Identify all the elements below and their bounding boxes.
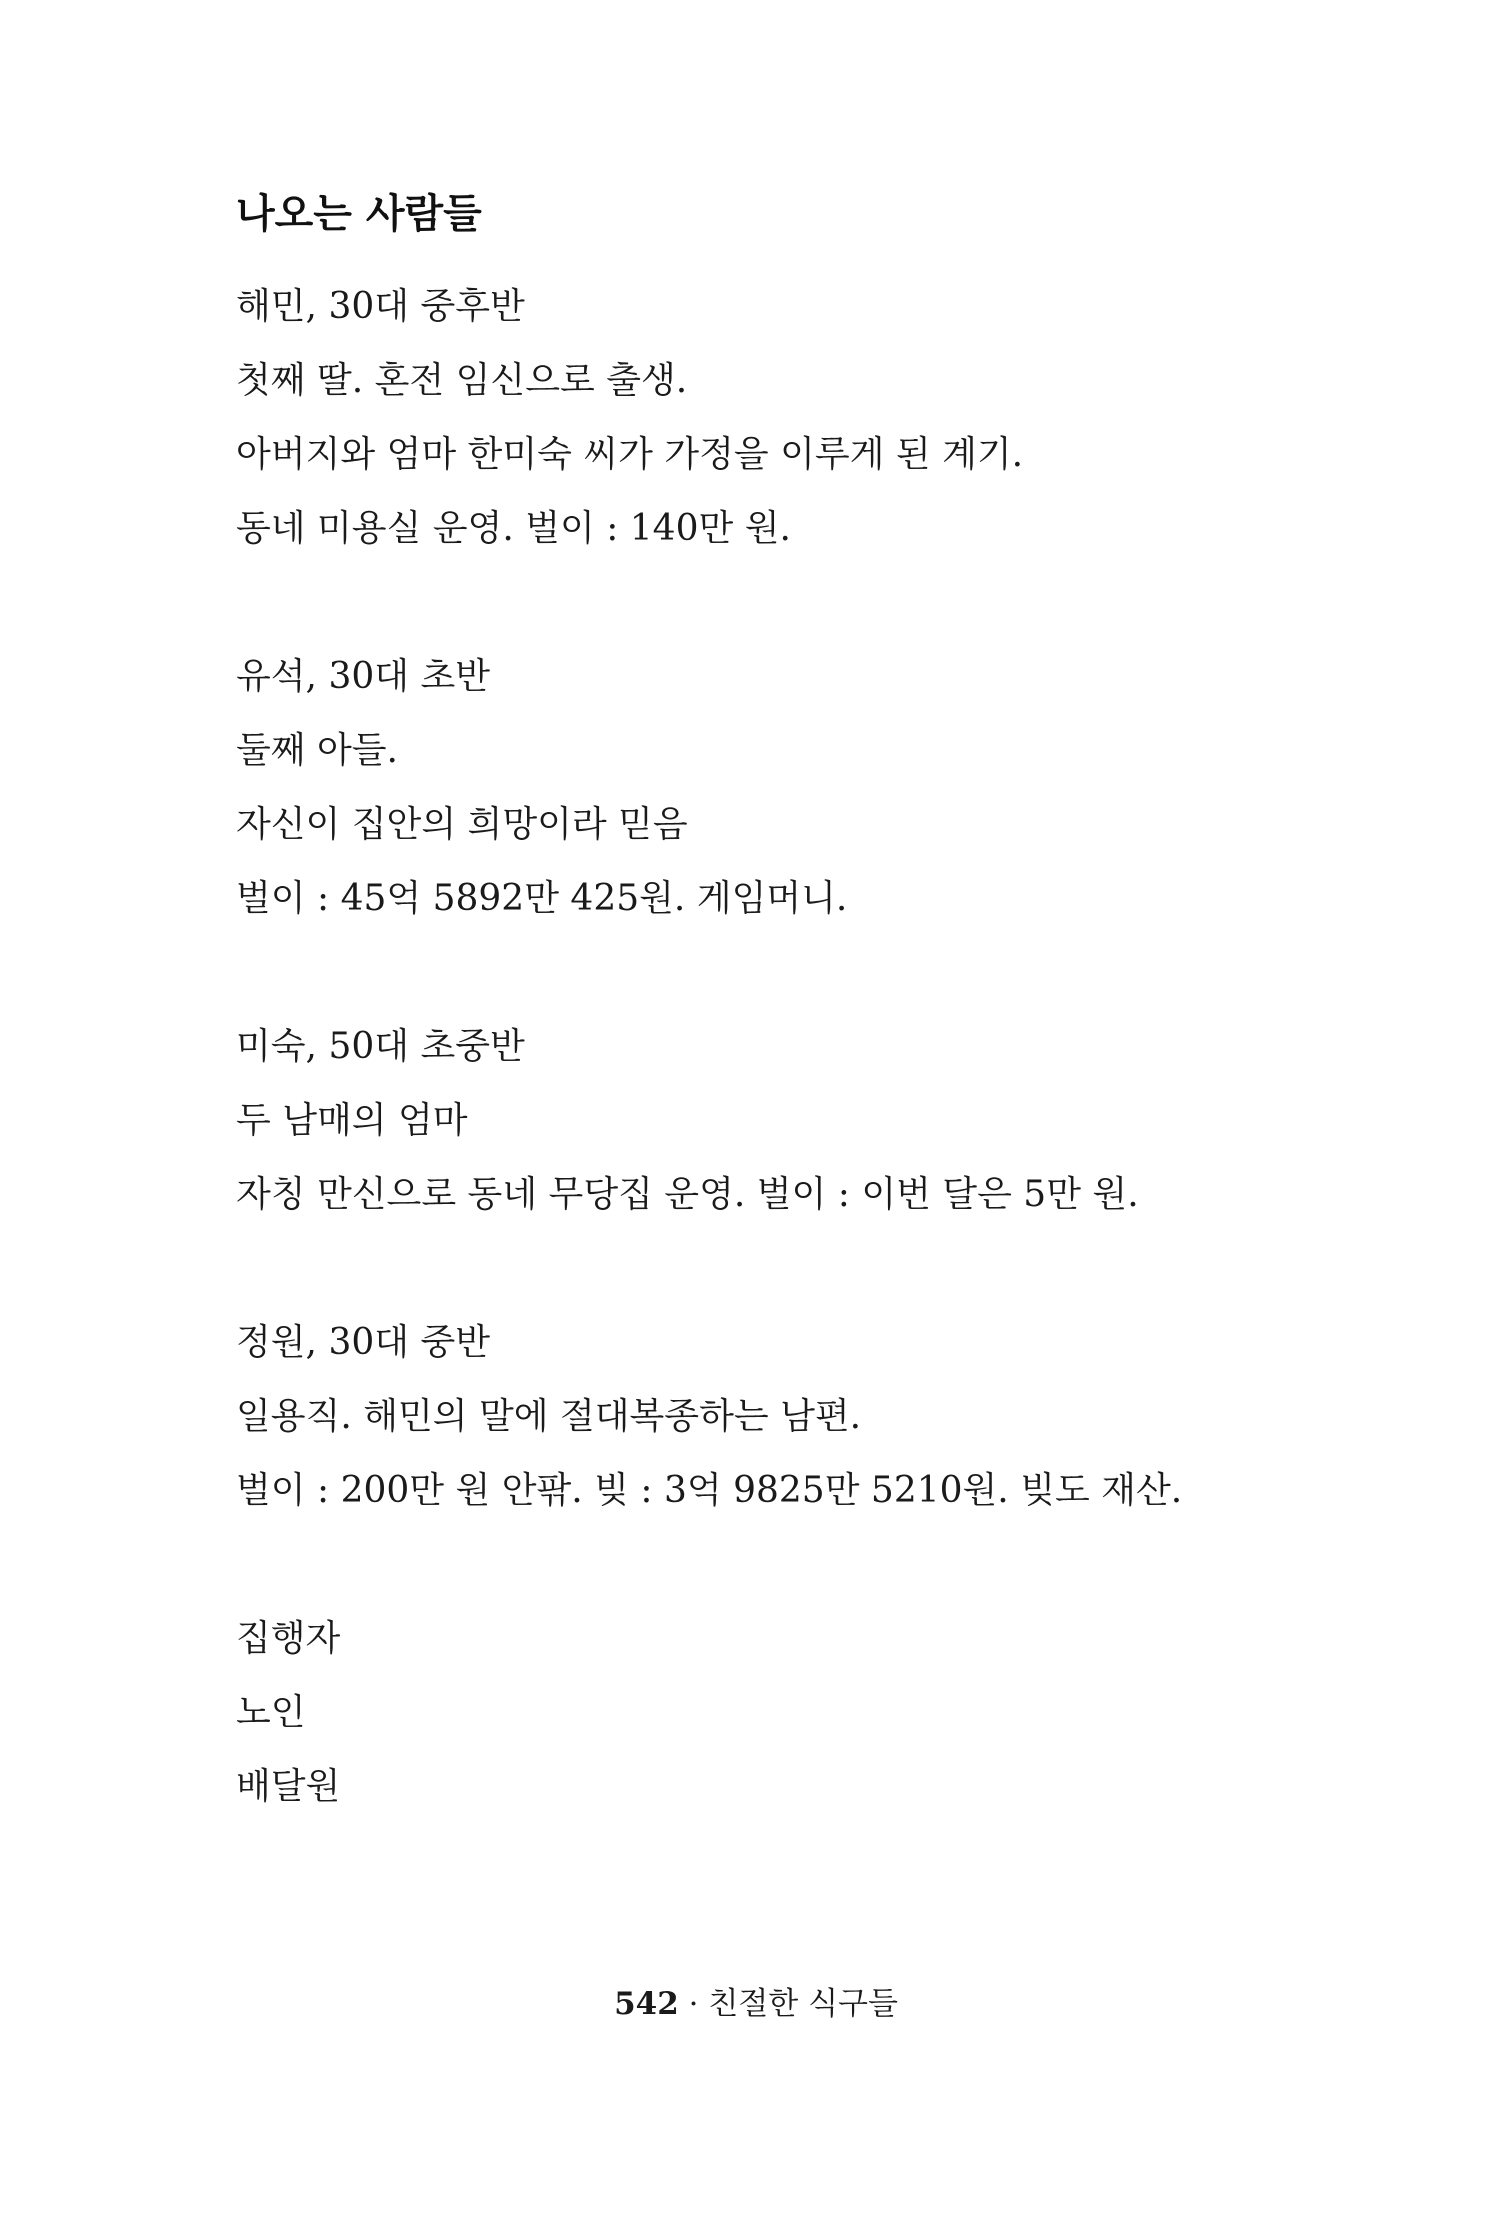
page-number: 542 [614,1986,679,2022]
character-block-minor [236,1602,1296,1824]
character-description-line: 자신이 집안의 희망이라 믿음 [236,804,688,845]
character-block-yuseok [236,640,1296,936]
footer-separator: · [688,1986,699,2022]
character-list [236,270,1296,1898]
minor-character-line: 노인 [236,1692,306,1733]
minor-character-line: 집행자 [236,1618,341,1659]
character-description-line: 두 남매의 엄마 [236,1100,468,1141]
minor-character-line: 배달원 [236,1766,341,1807]
character-block-jeongwon [236,1306,1296,1528]
section-heading: 나오는 사람들 [236,191,482,237]
character-name-line: 유석, 30대 초반 [236,656,491,697]
page-footer [0,1982,1512,2026]
character-description-line: 일용직. 해민의 말에 절대복종하는 남편. [236,1396,862,1437]
character-block-haemin [236,270,1296,566]
character-description-line: 둘째 아들. [236,730,398,771]
character-description-line: 벌이 : 45억 5892만 425원. 게임머니. [236,878,848,919]
character-description-line: 동네 미용실 운영. 벌이 : 140만 원. [236,508,791,549]
character-description-line: 자칭 만신으로 동네 무당집 운영. 벌이 : 이번 달은 5만 원. [236,1174,1139,1215]
character-description-line: 아버지와 엄마 한미숙 씨가 가정을 이루게 된 계기. [236,434,1024,475]
character-name-line: 정원, 30대 중반 [236,1322,491,1363]
character-name-line: 해민, 30대 중후반 [236,286,525,327]
book-title: 친절한 식구들 [708,1986,898,2022]
character-description-line: 벌이 : 200만 원 안팎. 빚 : 3억 9825만 5210원. 빚도 재산. [236,1470,1183,1511]
character-block-misuk [236,1010,1296,1232]
character-description-line: 첫째 딸. 혼전 임신으로 출생. [236,360,688,401]
character-name-line: 미숙, 50대 초중반 [236,1026,525,1067]
